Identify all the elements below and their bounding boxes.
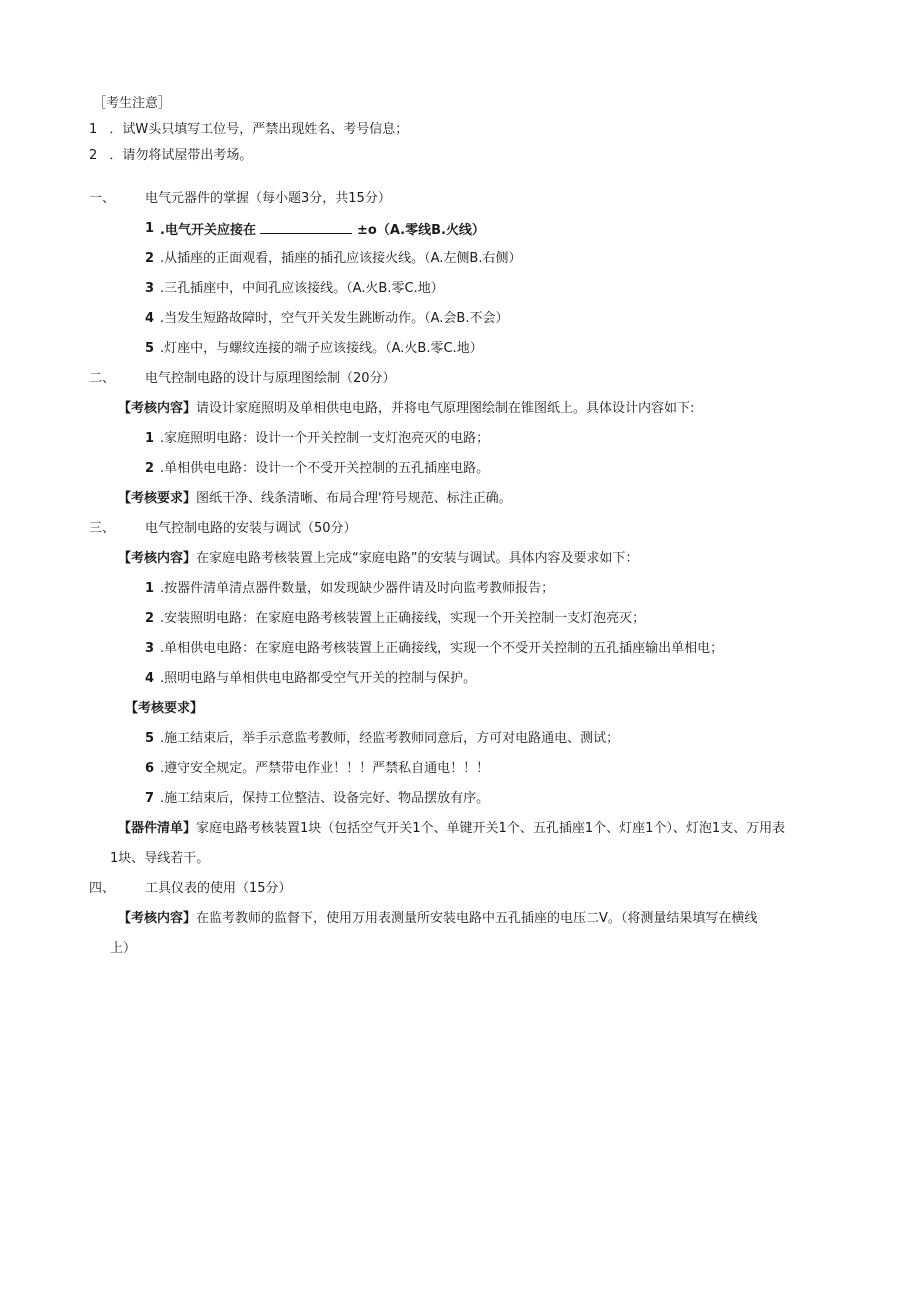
- content-label: 【考核内容】: [118, 551, 197, 566]
- question-3: .三孔插座中，中间孔应该接线。（A.火B.零C.地）: [160, 281, 444, 296]
- requirement-item-5: .施工结束后，举手示意监考教师，经监考教师同意后，方可对电路通电、测试；: [160, 731, 620, 746]
- requirements-text: 图纸干净、线条清晰、布局合理'符号规范、标注正确。: [196, 491, 512, 506]
- question-5: .灯座中，与螺纹连接的端子应该接线。（A.火B.零C.地）: [160, 341, 483, 356]
- install-item-4: .照明电路与单相供电电路都受空气开关的控制与保护。: [160, 671, 477, 686]
- parts-label: 【器件清单】: [118, 821, 197, 836]
- item-number: 6: [145, 761, 155, 776]
- section-2-number: 二、: [89, 371, 116, 386]
- parts-list-continued: 1块、导线若干。: [110, 851, 210, 866]
- question-number: 2: [145, 251, 155, 266]
- question-text: ±o（A.零线B.火线）: [357, 223, 485, 238]
- item-number: 5: [145, 731, 155, 746]
- notice-item-text: ．试W头只填写工位号，严禁出现姓名、考号信息；: [109, 122, 409, 137]
- content-text: 在家庭电路考核装置上完成“家庭电路”的安装与调试。具体内容及要求如下：: [196, 551, 639, 566]
- content-label: 【考核内容】: [118, 911, 197, 926]
- item-number: 1: [145, 581, 155, 596]
- item-number: 7: [145, 791, 155, 806]
- item-number: 2: [145, 461, 155, 476]
- notice-item-text: ．请勿将试屋带出考场。: [109, 148, 253, 163]
- section-4-title: 工具仪表的使用（15分）: [145, 881, 292, 896]
- section-3-requirements-label: 【考核要求】: [125, 701, 204, 716]
- section-4-content-continued: 上）: [110, 941, 137, 956]
- question-text: .电气开关应接在: [160, 223, 256, 238]
- answer-blank[interactable]: [260, 220, 352, 234]
- question-number: 5: [145, 341, 155, 356]
- item-number: 4: [145, 671, 155, 686]
- question-2: .从插座的正面观看，插座的插孔应该接火线。（A.左侧B.右侧）: [160, 251, 522, 266]
- content-text: 请设计家庭照明及单相供电电路，并将电气原理图绘制在锥图纸上。具体设计内容如下:: [196, 401, 695, 416]
- requirement-item-7: .施工结束后，保持工位整洁、设备完好、物品摆放有序。: [160, 791, 490, 806]
- content-label: 【考核内容】: [118, 401, 197, 416]
- question-1: [160, 220, 485, 240]
- notice-item-num: 2: [89, 148, 98, 163]
- content-text: 在监考教师的监督下，使用万用表测量所安装电路中五孔插座的电压二V。（将测量结果填写在横线: [196, 911, 758, 926]
- item-number: 2: [145, 611, 155, 626]
- requirements-label: 【考核要求】: [118, 491, 197, 506]
- parts-list: [118, 820, 785, 838]
- section-4-number: 四、: [89, 881, 116, 896]
- question-number: 3: [145, 281, 155, 296]
- notice-item-1: [89, 121, 408, 139]
- question-number: 4: [145, 311, 155, 326]
- question-number: 1: [145, 221, 155, 236]
- section-3-content: [118, 550, 639, 568]
- design-item-1: .家庭照明电路：设计一个开关控制一支灯泡亮灭的电路；: [160, 431, 490, 446]
- notice-title: ［考生注意］: [93, 96, 172, 111]
- section-2-title: 电气控制电路的设计与原理图绘制（20分）: [145, 371, 396, 386]
- section-2-requirements: [118, 490, 512, 508]
- notice-item-num: 1: [89, 122, 98, 137]
- design-item-2: .单相供电电路：设计一个不受开关控制的五孔插座电路。: [160, 461, 490, 476]
- item-number: 1: [145, 431, 155, 446]
- section-2-content: [118, 400, 694, 418]
- section-1-title: 电气元器件的掌握（每小题3分，共15分）: [145, 191, 391, 206]
- section-3-title: 电气控制电路的安装与调试（50分）: [145, 521, 357, 536]
- section-3-number: 三、: [89, 521, 116, 536]
- item-number: 3: [145, 641, 155, 656]
- requirement-item-6: .遵守安全规定。严禁带电作业！！！严禁私自通电！！！: [160, 761, 490, 776]
- install-item-3: .单相供电电路：在家庭电路考核装置上正确接线，实现一个不受开关控制的五孔插座输出单相电；: [160, 641, 724, 656]
- install-item-1: .按器件清单清点器件数量，如发现缺少器件请及时向监考教师报告；: [160, 581, 555, 596]
- section-1-number: 一、: [89, 191, 116, 206]
- notice-item-2: [89, 147, 252, 165]
- install-item-2: .安装照明电路：在家庭电路考核装置上正确接线，实现一个开关控制一支灯泡亮灭；: [160, 611, 646, 626]
- section-4-content: [118, 910, 757, 928]
- question-4: .当发生短路故障时，空气开关发生跳断动作。（A.会B.不会）: [160, 311, 509, 326]
- parts-text: 家庭电路考核装置1块（包括空气开关1个、单键开关1个、五孔插座1个、灯座1个）、灯泡1支、万用表: [196, 821, 786, 836]
